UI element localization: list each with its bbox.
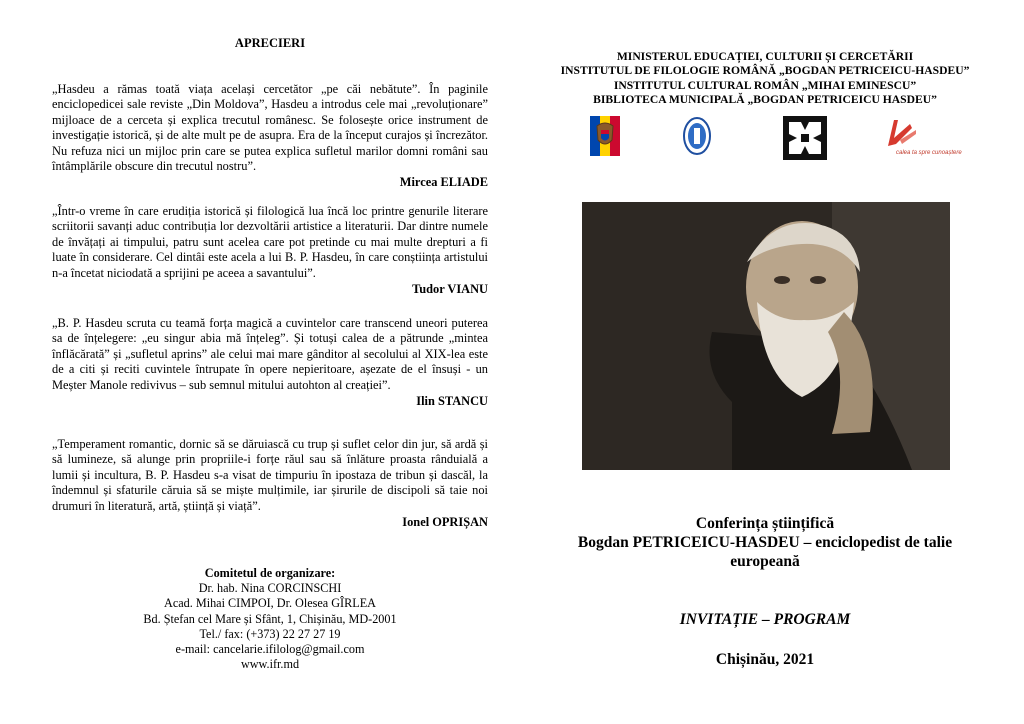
committee-website[interactable]: www.ifr.md [240, 657, 300, 672]
quote-block [52, 204, 488, 297]
conference-line: Conferința științifică [695, 515, 835, 532]
quote-text: „Într-o vreme în care erudiția istorică și filologică lua încă loc printre genurile literare scriitorii savanți aduc contribuția lor dezvoltării artistice a literaturii. Dar dintre numele de învățați ai timpului, patru sunt acelea care pot pretinde cu mai multe drepturi a fi luate în considerare. Cel dintâi este acela a lui B. P. Hasdeu, în care conștiința artistului n-a încetat niciodată a sprijini pe aceea a savantului”. [52, 204, 488, 280]
institution-line: INSTITUTUL CULTURAL ROMÂN „MIHAI EMINESCU” [613, 78, 917, 92]
quote-text: „Temperament romantic, dornic să se dăruiască cu trup și suflet celor din jur, să ardă și să lumineze, să alunge prin propriile-i forțe răul sau să înlăture proasta rânduială a lumii și incultura, B. P. Hasdeu s-a visat de timpuriu în ipostaza de tribun și dascăl, la îndemnul și sfaturile căruia să se miște mulțimile, iar șirurile de discipoli să taie noi drumuri în literatură, artă, știință și viață”. [52, 437, 488, 513]
institutions-header [520, 50, 1010, 108]
committee-address: Bd. Ștefan cel Mare și Sfânt, 1, Chișinău, MD-2001 [143, 611, 397, 626]
quote-text: „B. P. Hasdeu scruta cu teamă forța magică a cuvintelor care transcend uneori puterea sa de înțelegere: „eu singur abia mă înțeleg”. Și totuși calea de a pătrunde „mintea înflăcărată” și „sufletul aprins” ale celui mai mare gânditor al secolului al XIX-lea este de a citi și reciti cuvintele întrupate în opere nepieritoare, așezate de el însuși - un Meșter Manole redivivus – sub semnul mitului autohton al creației”. [52, 316, 488, 392]
right-panel [520, 0, 1010, 724]
quote-block [52, 437, 488, 530]
library-logo-icon [882, 116, 982, 160]
conference-line: europeană [730, 553, 800, 570]
institution-line: BIBLIOTECA MUNICIPALĂ „BOGDAN PETRICEICU HASDEU” [593, 93, 937, 107]
institution-line: MINISTERUL EDUCAȚIEI, CULTURII ȘI CERCETĂRII [616, 50, 914, 63]
portrait-photo [582, 202, 950, 470]
logo-row [520, 116, 1010, 164]
left-panel [52, 0, 488, 724]
committee-email[interactable]: e-mail: cancelarie.ifilolog@gmail.com [175, 642, 365, 657]
quote-author: Tudor VIANU [412, 282, 488, 297]
moldova-coat-of-arms-icon [590, 116, 620, 156]
place-and-year: Chișinău, 2021 [715, 651, 815, 668]
section-heading: APRECIERI [234, 36, 306, 50]
quote-author: Ilin STANCU [416, 394, 488, 409]
quote-author: Ionel OPRIȘAN [402, 515, 488, 530]
conference-line: Bogdan PETRICEICU-HASDEU – enciclopedist de talie [577, 534, 953, 551]
committee-line: Dr. hab. Nina CORCINSCHI [198, 581, 342, 596]
committee-phone: Tel./ fax: (+373) 22 27 27 19 [199, 626, 341, 641]
institution-line: INSTITUTUL DE FILOLOGIE ROMÂNĂ „BOGDAN PETRICEICU-HASDEU” [560, 64, 970, 78]
committee-title: Comitetul de organizare: [204, 566, 336, 580]
quote-text: „Hasdeu a rămas toată viața același cercetător „pe căi nebătute”. În paginile enciclopedicei sale reviste „Din Moldova”, Hasdeu a introdus cele mai „revoluționare” mijloace de a cerceta și explica trecutul românesc. Se folosește orice instrument de investigație istorică, și de alte mult pe de asupra. Era de la început curajos și încrezător. Nu refuza nici un mijloc prin care se putea explica sufletul marilor domni români sau întâmplările obscure din trecutul nostru”. [52, 82, 488, 174]
organizing-committee [52, 566, 488, 672]
conference-title [520, 514, 1010, 571]
institute-emblem-icon [682, 116, 712, 156]
library-tagline: calea ta spre cunoaștere [896, 150, 962, 156]
quote-block [52, 316, 488, 409]
quote-author: Mircea ELIADE [399, 175, 488, 190]
quote-block [52, 82, 488, 191]
committee-line: Acad. Mihai CIMPOI, Dr. Olesea GÎRLEA [164, 596, 376, 611]
invitation-program-label: INVITAȚIE – PROGRAM [679, 611, 851, 628]
cross-emblem-icon [783, 116, 827, 160]
